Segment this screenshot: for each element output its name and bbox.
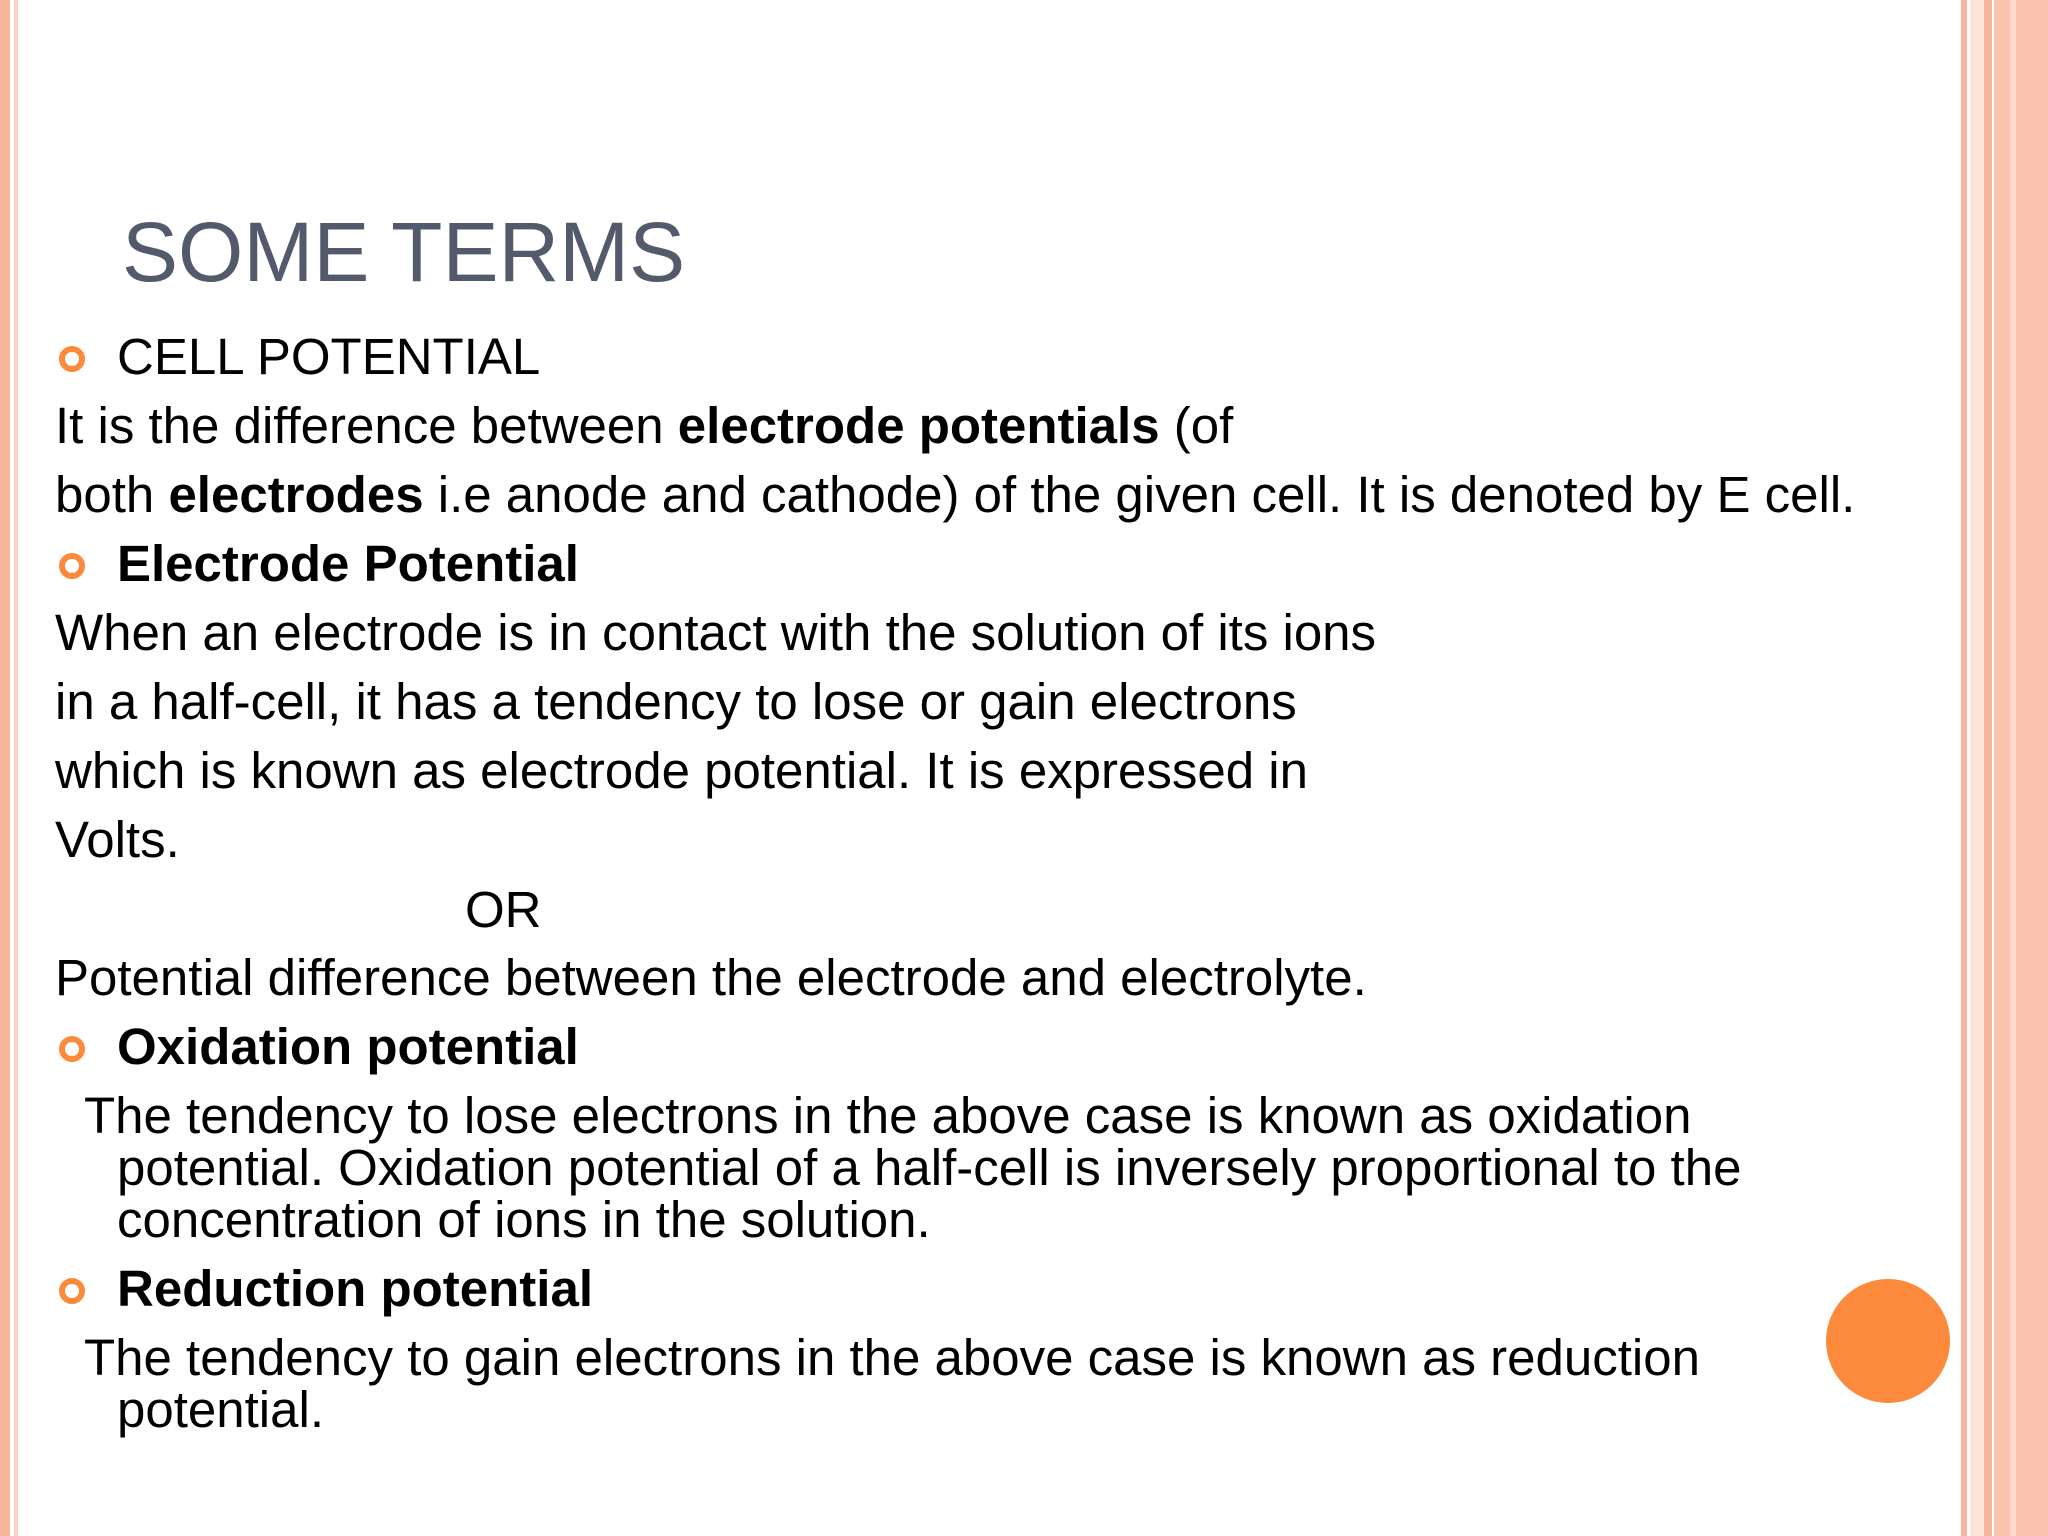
right-border-band xyxy=(2010,0,2016,1536)
cell-potential-line-1: It is the difference between electrode potentials (of xyxy=(55,397,1234,454)
heading-electrode-potential: Electrode Potential xyxy=(117,535,579,592)
left-border-stripe-inner xyxy=(14,0,18,1536)
ring-bullet-icon xyxy=(59,1278,85,1304)
right-border-band xyxy=(1994,0,2048,1536)
or-separator: OR xyxy=(465,881,542,938)
right-border-band xyxy=(1961,0,1967,1536)
reduction-potential-line: potential. xyxy=(117,1381,324,1438)
oxidation-potential-line: potential. Oxidation potential of a half-cell is inversely proportional to the xyxy=(117,1139,1742,1196)
left-border-stripe xyxy=(0,0,10,1536)
ring-bullet-icon xyxy=(59,553,85,579)
ring-bullet-icon xyxy=(59,1036,85,1062)
slide-title: SOME TERMS xyxy=(122,205,686,299)
electrode-potential-line: in a half-cell, it has a tendency to lose or gain electrons xyxy=(55,673,1297,730)
right-border-band xyxy=(1970,0,1984,1536)
ring-bullet-icon xyxy=(59,346,85,372)
cell-potential-line-2: both electrodes i.e anode and cathode) of the given cell. It is denoted by E cell. xyxy=(55,466,1856,523)
heading-cell-potential: CELL POTENTIAL xyxy=(117,328,541,385)
heading-oxidation-potential: Oxidation potential xyxy=(117,1018,579,1075)
orange-circle-decoration xyxy=(1826,1279,1950,1403)
oxidation-potential-line: concentration of ions in the solution. xyxy=(117,1191,931,1248)
oxidation-potential-line: The tendency to lose electrons in the above case is known as oxidation xyxy=(84,1087,1692,1144)
heading-reduction-potential: Reduction potential xyxy=(117,1260,593,1317)
electrode-potential-line: Volts. xyxy=(55,811,180,868)
electrode-potential-line: When an electrode is in contact with the solution of its ions xyxy=(55,604,1377,661)
reduction-potential-line: The tendency to gain electrons in the above case is known as reduction xyxy=(84,1329,1700,1386)
electrode-potential-line: which is known as electrode potential. It is expressed in xyxy=(55,742,1308,799)
electrode-potential-alt-definition: Potential difference between the electrode and electrolyte. xyxy=(55,949,1367,1006)
right-border-band xyxy=(1984,0,1992,1536)
